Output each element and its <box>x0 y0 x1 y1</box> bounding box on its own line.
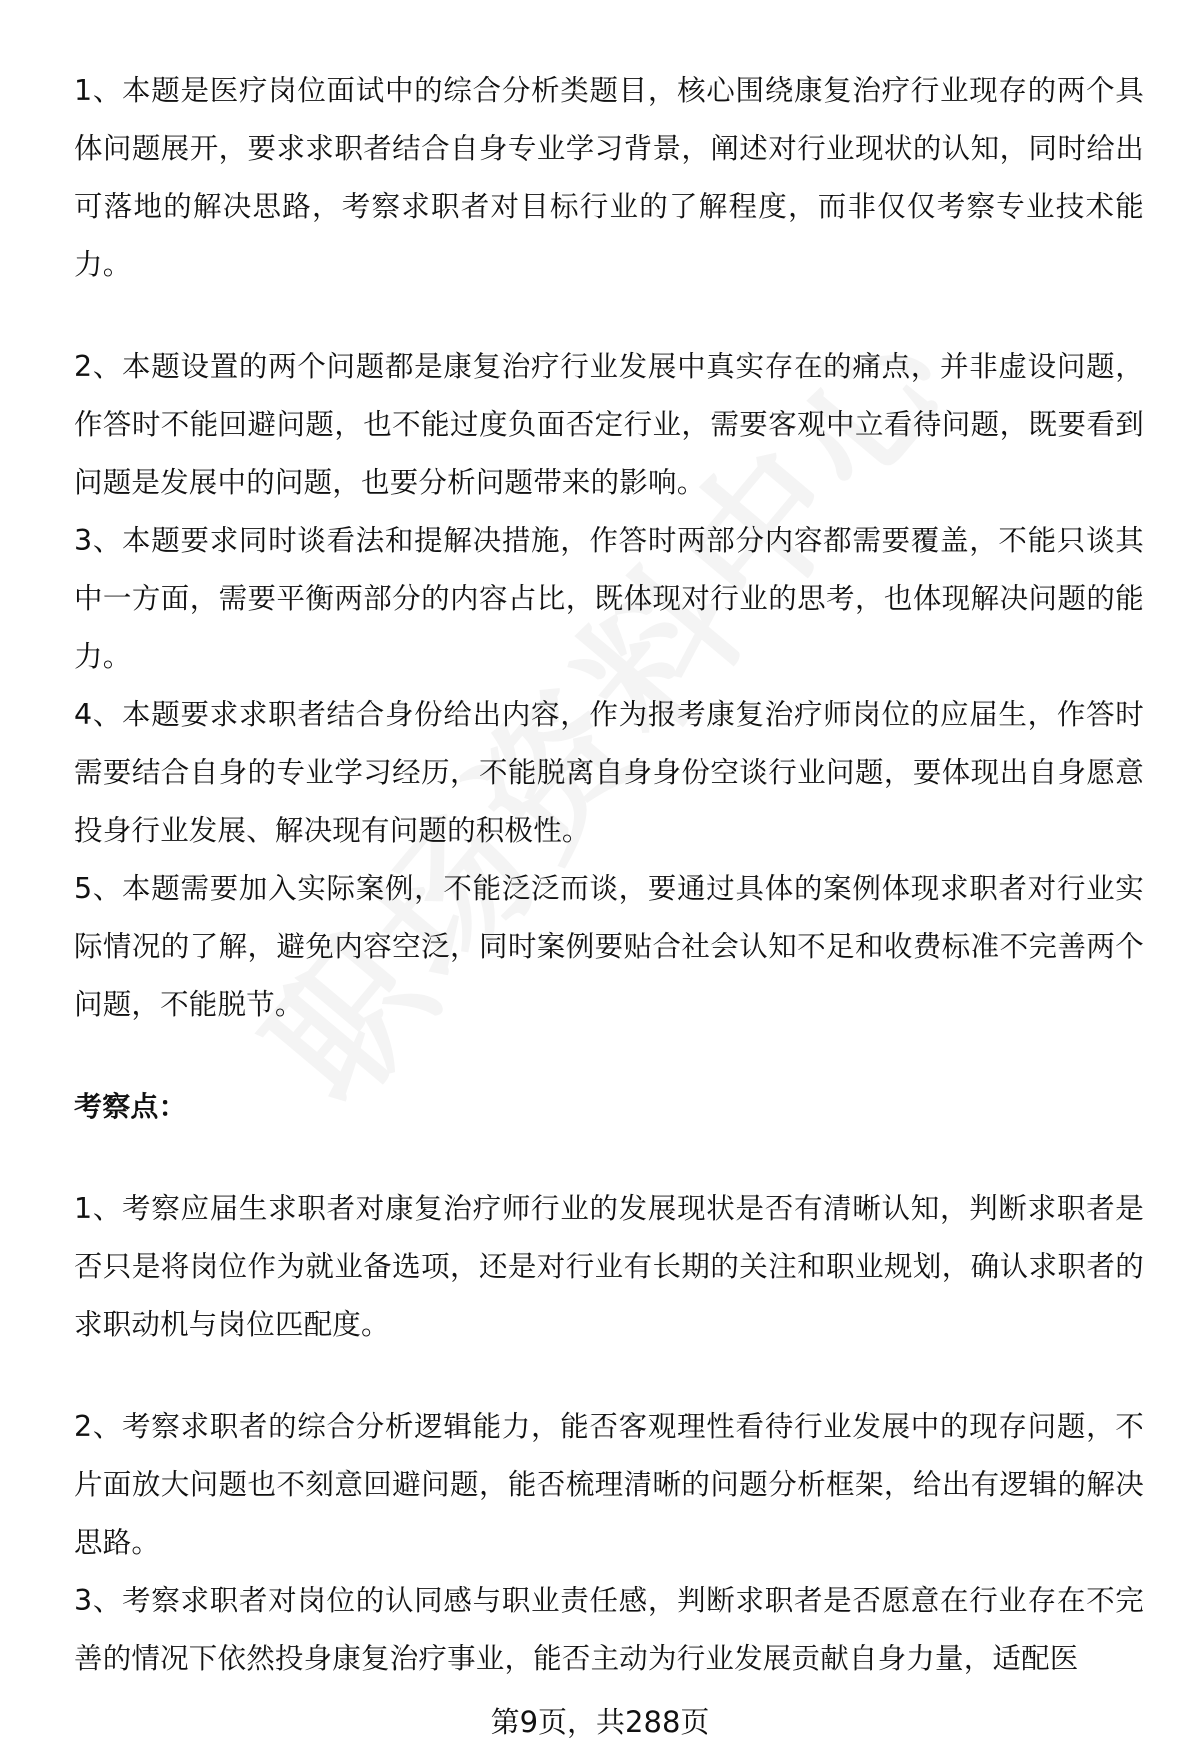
section-heading: 考察点： <box>74 1090 187 1123</box>
analysis-item-5: 5、本题需要加入实际案例，不能泛泛而谈，要通过具体的案例体现求职者对行业实际情况的了解，避免内容空泛，同时案例要贴合社会认知不足和收费标准不完善两个问题，不能脱节。 <box>74 872 1144 1021</box>
analysis-item-2: 2、本题设置的两个问题都是康复治疗行业发展中真实存在的痛点，并非虚设问题，作答时不能回避问题，也不能过度负面否定行业，需要客观中立看待问题，既要看到问题是发展中的问题，也要分析问题带来的影响。 <box>74 350 1144 499</box>
document-body <box>74 62 1144 1688</box>
assessment-point-1: 1、考察应届生求职者对康复治疗师行业的发展现状是否有清晰认知，判断求职者是否只是将岗位作为就业备选项，还是对行业有长期的关注和职业规划，确认求职者的求职动机与岗位匹配度。 <box>74 1192 1144 1341</box>
assessment-point-3: 3、考察求职者对岗位的认同感与职业责任感，判断求职者是否愿意在行业存在不完善的情况下依然投身康复治疗事业，能否主动为行业发展贡献自身力量，适配医 <box>74 1584 1144 1675</box>
page-number: 第9页，共288页 <box>490 1705 710 1739</box>
analysis-item-3: 3、本题要求同时谈看法和提解决措施，作答时两部分内容都需要覆盖，不能只谈其中一方面，需要平衡两部分的内容占比，既体现对行业的思考，也体现解决问题的能力。 <box>74 524 1144 673</box>
analysis-item-1: 1、本题是医疗岗位面试中的综合分析类题目，核心围绕康复治疗行业现存的两个具体问题展开，要求求职者结合自身专业学习背景，阐述对行业现状的认知，同时给出可落地的解决思路，考察求职者对目标行业的了解程度，而非仅仅考察专业技术能力。 <box>74 74 1144 281</box>
analysis-item-4: 4、本题要求求职者结合身份给出内容，作为报考康复治疗师岗位的应届生，作答时需要结合自身的专业学习经历，不能脱离自身身份空谈行业问题，要体现出自身愿意投身行业发展、解决现有问题的积极性。 <box>74 698 1144 847</box>
assessment-point-2: 2、考察求职者的综合分析逻辑能力，能否客观理性看待行业发展中的现存问题，不片面放大问题也不刻意回避问题，能否梳理清晰的问题分析框架，给出有逻辑的解决思路。 <box>74 1410 1144 1559</box>
